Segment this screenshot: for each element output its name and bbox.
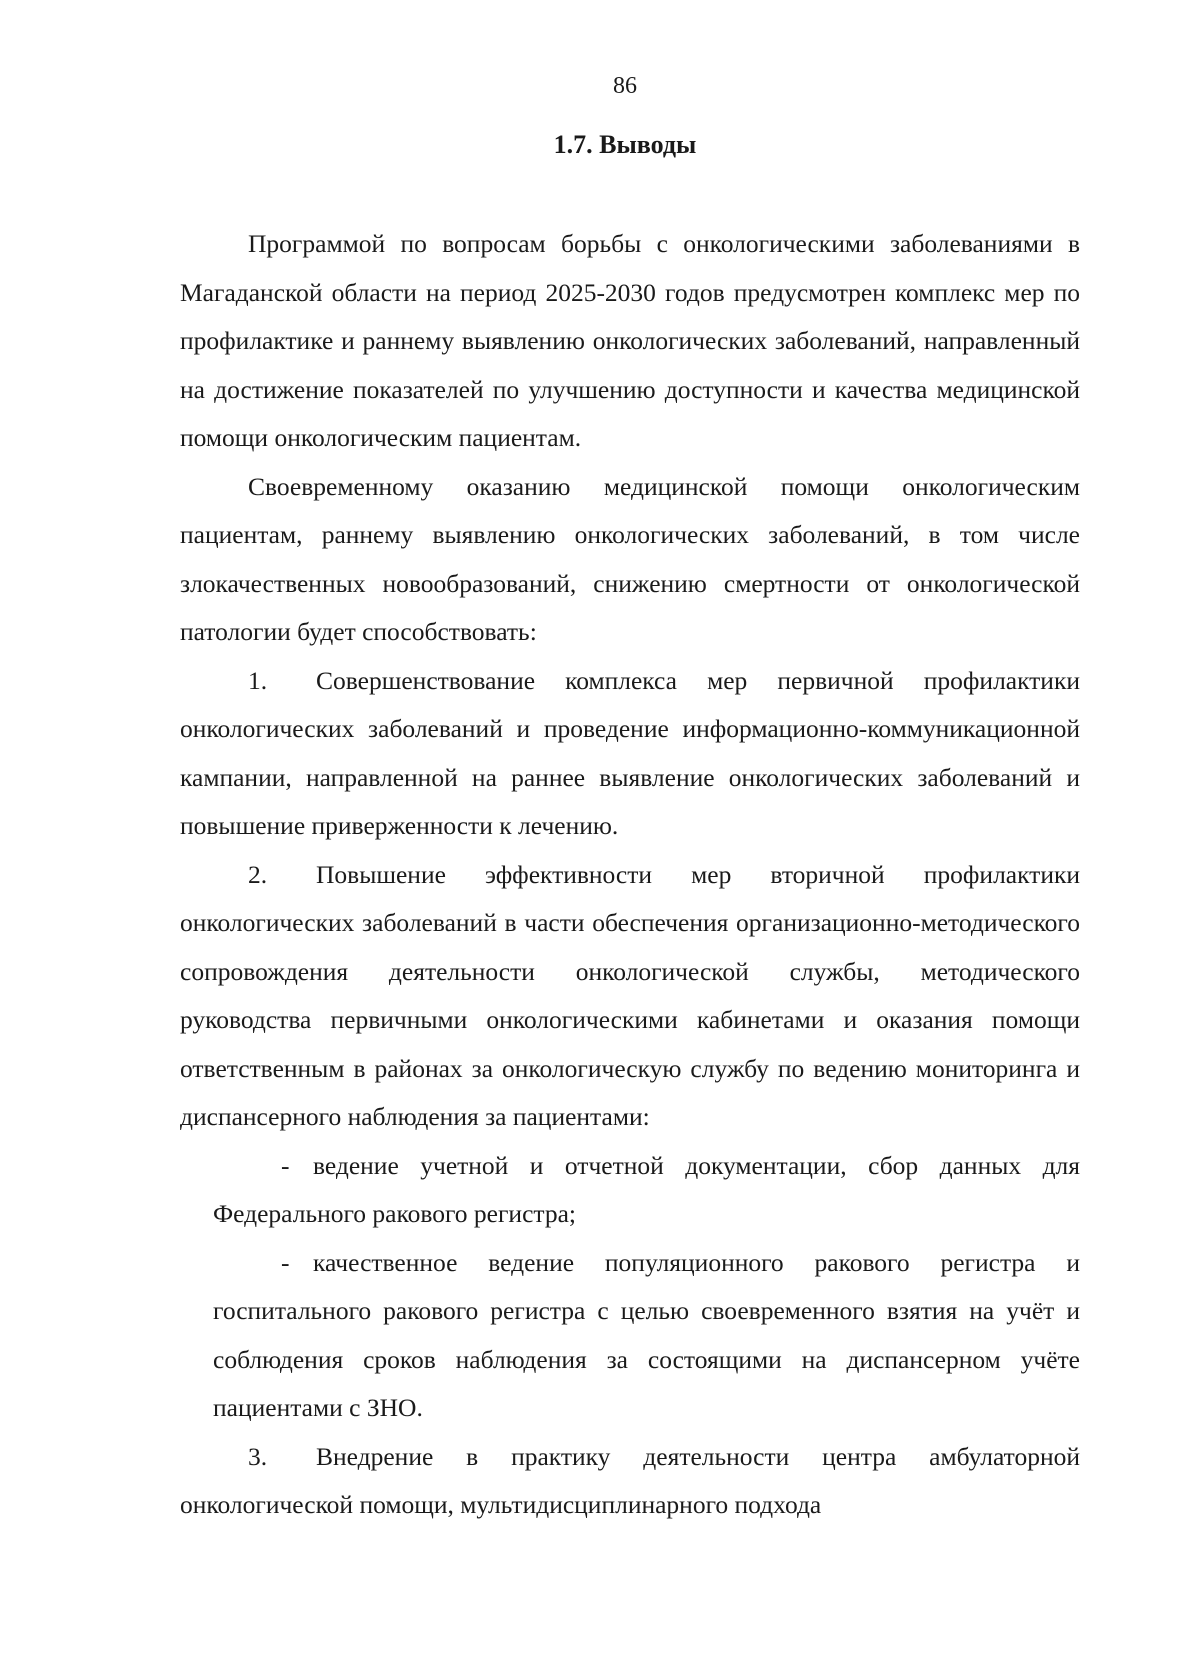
list-item-2 <box>180 851 1080 1142</box>
document-body <box>180 220 1080 1530</box>
bullet-text: качественное ведение популяционного ракового регистра и госпитального ракового регистра с целью своевременного взятия на учёт и соблюдения сроков наблюдения за состоящими на диспансерном учёте пациентами с ЗНО. <box>213 1247 1080 1422</box>
bullet-item-1 <box>213 1142 1080 1239</box>
list-item-3 <box>180 1433 1080 1530</box>
list-item-number: 2. <box>248 859 268 889</box>
bullet-item-2 <box>213 1239 1080 1433</box>
list-item-number: 1. <box>248 665 268 695</box>
list-item-number: 3. <box>248 1441 268 1471</box>
section-title: 1.7. Выводы <box>553 130 697 159</box>
list-item-text: Внедрение в практику деятельности центра амбулаторной онкологической помощи, мультидисциплинарного подхода <box>180 1441 1080 1519</box>
list-item-text: Совершенствование комплекса мер первичной профилактики онкологических заболеваний и проведение информационно-коммуникационной кампании, направленной на раннее выявление онкологических заболеваний и повышение приверженности к лечению. <box>180 665 1080 840</box>
bullet-dash: - <box>281 1247 290 1277</box>
paragraph-2: Своевременному оказанию медицинской помощи онкологическим пациентам, раннему выявлению онкологических заболеваний, в том числе злокачественных новообразований, снижению смертности от онкологической патологии будет способствовать: <box>180 471 1080 646</box>
paragraph-1: Программой по вопросам борьбы с онкологическими заболеваниями в Магаданской области на период 2025-2030 годов предусмотрен комплекс мер по профилактике и раннему выявлению онкологических заболеваний, направленный на достижение показателей по улучшению доступности и качества медицинской помощи онкологическим пациентам. <box>180 229 1080 452</box>
bullet-text: ведение учетной и отчетной документации, сбор данных для Федерального ракового регистра; <box>213 1150 1080 1228</box>
list-item-1 <box>180 657 1080 851</box>
page-number: 86 <box>613 73 637 99</box>
bullet-dash: - <box>281 1150 290 1180</box>
list-item-text: Повышение эффективности мер вторичной профилактики онкологических заболеваний в части обеспечения организационно-методического сопровождения деятельности онкологической службы, методического руководства первичными онкологическими кабинетами и оказания помощи ответственным в районах за онкологическую службу по ведению мониторинга и диспансерного наблюдения за пациентами: <box>180 859 1080 1131</box>
